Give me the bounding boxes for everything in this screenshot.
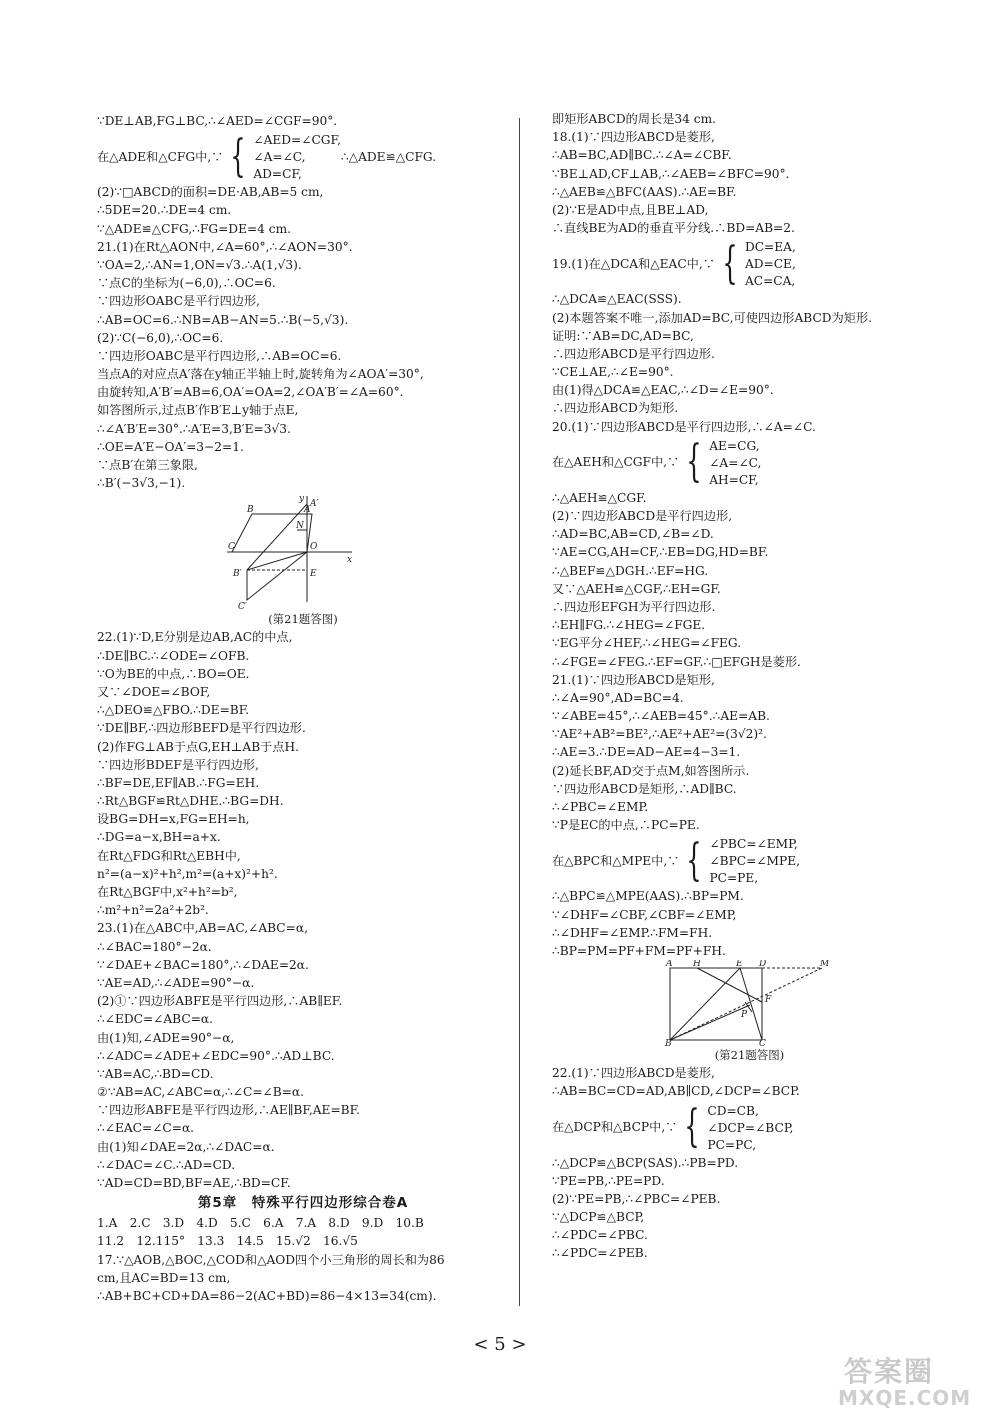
figure-21-coordinate <box>97 492 509 610</box>
text-line: 在Rt△FDG和Rt△EBH中, <box>97 848 241 863</box>
text-line: ∵OA=2,∴AN=1,ON=√3.∴A(1,√3). <box>97 257 302 272</box>
text-line: 由旋转知,A′B′=AB=6,OA′=OA=2,∠OA′B′=∠A=60°. <box>97 385 404 400</box>
text-line: ∴直线BE为AD的垂直平分线.∴BD=AB=2. <box>552 221 795 236</box>
label-C: C <box>759 1039 766 1047</box>
system-lines <box>707 1102 793 1153</box>
answer-line: 1.A 2.C 3.D 4.D 5.C 6.A 7.A 8.D 9.D 10.B <box>97 1216 424 1231</box>
system-line: ∠BPC=∠MPE, <box>709 854 801 869</box>
text-line: 由(1)知∠DAE=2α,∴∠DAC=α. <box>97 1139 275 1154</box>
label-H: H <box>693 960 701 970</box>
text-line: 又∵△AEH≌△CGF,∴EH=GF. <box>552 581 721 596</box>
text-line: ∴AE=3.∴DE=AD−AE=4−3=1. <box>552 745 741 760</box>
text-line: ∵AE²+AB²=BE²,∴AE²+AE²=(3√2)². <box>552 727 767 742</box>
text-line: ∵O为BE的中点,∴BO=OE. <box>97 666 250 681</box>
text-line: ∵点C的坐标为(−6,0),∴OC=6. <box>97 276 276 291</box>
text-line: ∵△DCP≌△BCP, <box>552 1210 645 1225</box>
text-line: n²=(a−x)²+h²,m²=(a+x)²+h². <box>97 866 278 881</box>
text-line: ∴BP=PM=PF+FM=PF+FH. <box>552 943 726 958</box>
left-brace-glyph: { <box>684 1101 701 1152</box>
text-line: ∵∠DAE+∠BAC=180°,∴∠DAE=2α. <box>97 957 309 972</box>
label-E: E <box>310 569 317 580</box>
right-column <box>552 110 947 1263</box>
system-line: AC=CA, <box>744 274 796 289</box>
system-lines <box>709 437 761 488</box>
text-line: ∵PE=PB,∴PE=PD. <box>552 1173 665 1188</box>
text-line: ∵BE⊥AD,CF⊥AB,∴∠AEB=∠BFC=90°. <box>552 166 790 181</box>
system-lines <box>709 835 800 886</box>
text-line: ∴AB=BC,AD∥BC.∴∠A=∠CBF. <box>552 148 732 163</box>
text-line: 即矩形ABCD的周长是34 cm. <box>552 112 717 126</box>
text-line: 如答图所示,过点B′作B′E⊥y轴于点E, <box>97 403 299 418</box>
label-C-prime: C′ <box>238 602 247 611</box>
system-prefix: 19.(1)在△DCA和△EAC中,∵ <box>552 256 715 271</box>
label-A: A <box>304 505 311 516</box>
left-brace-glyph: { <box>230 130 247 182</box>
text-line: ∴△DCA≌△EAC(SSS). <box>552 292 682 307</box>
text-line: ∴∠EAC=∠C=α. <box>97 1121 195 1136</box>
text-line: 证明:∵AB=DC,AD=BC, <box>552 328 694 343</box>
text-line: ∵P是EC的中点,∴PC=PE. <box>552 818 700 833</box>
text-line: ∴四边形ABCD为矩形. <box>552 401 679 416</box>
figure-21-svg <box>97 492 509 610</box>
label-B-prime: B′ <box>233 569 242 580</box>
system-line: AE=CG, <box>709 438 760 453</box>
left-column <box>97 112 509 1305</box>
equation-system <box>552 1102 947 1153</box>
text-line: ∵EG平分∠HEF,∴∠HEG=∠FEG. <box>552 636 742 651</box>
label-A: A <box>666 960 673 970</box>
text-line: ∴5DE=20.∴DE=4 cm. <box>97 203 232 218</box>
text-line: ∵四边形ABFE是平行四边形,∴AE∥BF,AE=BF. <box>97 1103 361 1118</box>
text-line: ∴∠EDC=∠ABC=α. <box>97 1012 214 1027</box>
system-line: ∠AED=∠CGF, <box>253 133 341 148</box>
text-line: ∴OE=A′E−OA′=3−2=1. <box>97 439 244 454</box>
system-prefix: 在△BPC和△MPE中,∵ <box>552 853 680 868</box>
text-line: 21.(1)在Rt△AON中,∠A=60°,∴∠AON=30°. <box>97 239 353 254</box>
text-line: (2)①∵四边形ABFE是平行四边形,∴AB∥EF. <box>97 994 343 1009</box>
text-line: (2)∵□ABCD的面积=DE·AB,AB=5 cm, <box>97 185 324 200</box>
text-line: ∴DG=a−x,BH=a+x. <box>97 830 221 845</box>
text-line: ∵四边形BDEF是平行四边形, <box>97 757 259 772</box>
text-line: 设BG=DH=x,FG=EH=h, <box>97 812 250 827</box>
system-line: PC=PE, <box>709 871 759 886</box>
text-line: ∴∠PBC=∠EMP. <box>552 800 649 814</box>
label-F: F <box>765 995 772 1006</box>
label-A-prime: A′ <box>310 499 319 510</box>
text-line: ∴△DEO≌△FBO.∴DE=BF. <box>97 703 250 718</box>
label-M: M <box>820 960 830 970</box>
system-lines <box>253 131 341 182</box>
system-lines <box>745 238 796 289</box>
text-line: ∵△ADE≌△CFG,∴FG=DE=4 cm. <box>97 221 292 236</box>
system-line: CD=CB, <box>707 1103 759 1118</box>
left-brace-glyph: { <box>686 834 703 886</box>
text-line: ②∵AB=AC,∠ABC=α,∴∠C=∠B=α. <box>97 1085 305 1100</box>
equation-system <box>552 437 947 488</box>
system-line: ∠PBC=∠EMP, <box>709 837 798 852</box>
text-line: ∵四边形OABC是平行四边形,∴AB=OC=6. <box>97 348 342 363</box>
system-line: AD=CE, <box>744 257 796 272</box>
text-line: ∵AE=AD,∴∠ADE=90°−α. <box>97 975 255 990</box>
watermark-text: 答案圈 <box>844 1355 935 1388</box>
text-line: ∵DE⊥AB,FG⊥BC,∴∠AED=∠CGF=90°. <box>97 114 338 128</box>
left-brace-glyph: { <box>686 436 702 488</box>
system-line: ∠A=∠C, <box>709 455 762 470</box>
label-C: C <box>228 542 235 553</box>
text-line: ∴∠PDC=∠PEB. <box>552 1246 648 1261</box>
text-line: (2)∵E是AD中点,且BE⊥AD, <box>552 202 709 217</box>
text-line: ∴四边形EFGH为平行四边形. <box>552 599 716 614</box>
text-line: ∴∠BAC=180°−2α. <box>97 939 212 954</box>
text-line: ∴∠A=90°,AD=BC=4. <box>552 690 684 705</box>
text-line: ∴BF=DE,EF∥AB.∴FG=EH. <box>97 775 260 790</box>
text-line: ∴△BPC≌△MPE(AAS).∴BP=PM. <box>552 889 744 904</box>
text-line: ∴∠DHF=∠EMP.∴FM=FH. <box>552 925 713 940</box>
text-line: ∴△BEF≌△DGH.∴EF=HG. <box>552 563 709 578</box>
text-line: ∴∠FGE=∠FEG.∴EF=GF.∴□EFGH是菱形. <box>552 654 801 669</box>
label-B: B <box>247 505 254 516</box>
equation-system <box>552 835 947 886</box>
system-line: AD=CF, <box>253 167 302 182</box>
text-line: ∴EH∥FG.∴∠HEG=∠FGE. <box>552 618 706 633</box>
system-line: ∠DCP=∠BCP, <box>707 1120 794 1135</box>
text-line: 22.(1)∵D,E分别是边AB,AC的中点, <box>97 630 293 645</box>
chapter-heading: 第5章 特殊平行四边形综合卷A <box>197 1195 409 1212</box>
text-line: ∴AB+BC+CD+DA=86−2(AC+BD)=86−4×13=34(cm). <box>97 1288 437 1303</box>
text-line: 18.(1)∵四边形ABCD是菱形, <box>552 130 715 145</box>
text-line: 又∵∠DOE=∠BOF, <box>97 684 211 699</box>
label-P: P <box>741 1010 748 1021</box>
text-line: 22.(1)∵四边形ABCD是菱形, <box>552 1066 715 1081</box>
text-line: ∴AB=OC=6.∴NB=AB−AN=5.∴B(−5,√3). <box>97 312 349 327</box>
text-line: 20.(1)∵四边形ABCD是平行四边形,∴∠A=∠C. <box>552 419 816 434</box>
text-line: 23.(1)在△ABC中,AB=AC,∠ABC=α, <box>97 921 308 936</box>
text-line: ∴m²+n²=2a²+2b². <box>97 903 209 918</box>
text-line: ∴△AEB≌△BFC(AAS).∴AE=BF. <box>552 184 737 199</box>
text-line: ∴四边形ABCD是平行四边形. <box>552 346 715 361</box>
equation-system <box>552 238 947 289</box>
system-line: PC=PC, <box>707 1137 757 1152</box>
text-line: ∵点B′在第三象限, <box>97 458 198 472</box>
system-line: ∠A=∠C, <box>253 150 306 165</box>
figure-21b-svg <box>552 960 947 1046</box>
text-line: (2)∵PE=PB,∴∠PBC=∠PEB. <box>552 1191 721 1206</box>
system-prefix: 在△AEH和△CGF中,∵ <box>552 455 680 470</box>
text-line: ∴∠PDC=∠PBC. <box>552 1228 648 1243</box>
label-O: O <box>310 542 318 553</box>
text-line: ∴△DCP≌△BCP(SAS).∴PB=PD. <box>552 1155 739 1170</box>
system-prefix: 在△DCP和△BCP中,∵ <box>552 1119 678 1134</box>
system-prefix: 在△ADE和△CFG中,∵ <box>97 149 224 164</box>
label-N: N <box>296 521 304 532</box>
label-E: E <box>736 960 743 970</box>
text-line: (2)∵C(−6,0),∴OC=6. <box>97 330 224 345</box>
text-line: ∴DE∥BC.∴∠ODE=∠OFB. <box>97 648 250 663</box>
text-line: 由(1)得△DCA≌△EAC,∴∠D=∠E=90°. <box>552 383 774 398</box>
text-line: ∵∠ABE=45°,∴∠AEB=45°.∴AE=AB. <box>552 709 770 724</box>
label-x: x <box>347 555 353 566</box>
text-line: cm,且AC=BD=13 cm, <box>97 1270 231 1285</box>
text-line: (2)延长BF,AD交于点M,如答图所示. <box>552 763 750 778</box>
text-line: ∵CE⊥AE,∴∠E=90°. <box>552 365 674 380</box>
text-line: 在Rt△BGF中,x²+h²=b², <box>97 885 238 899</box>
text-line: ∵四边形ABCD是矩形,∴AD∥BC. <box>552 781 737 796</box>
text-line: ∴△AEH≌△CGF. <box>552 490 647 505</box>
text-line: ∴Rt△BGF≌Rt△DHE.∴BG=DH. <box>97 794 284 809</box>
text-line: (2)作FG⊥AB于点G,EH⊥AB于点H. <box>97 739 300 754</box>
text-line: 21.(1)∵四边形ABCD是矩形, <box>552 672 715 687</box>
text-line: 由(1)知,∠ADE=90°−α, <box>97 1030 235 1045</box>
text-line: ∴B′(−3√3,−1). <box>97 476 186 491</box>
page-number: < 5 > <box>473 1334 527 1355</box>
label-y: y <box>299 494 305 505</box>
watermark-domain: MXQE.COM <box>838 1386 972 1410</box>
text-line: 当点A的对应点A′落在y轴正半轴上时,旋转角为∠AOA′=30°, <box>97 367 424 382</box>
left-brace-glyph: { <box>722 237 738 289</box>
text-line: ∵AD=CD=BD,BF=AE,∴BD=CF. <box>97 1176 291 1190</box>
column-divider <box>519 118 520 1306</box>
system-line: AH=CF, <box>709 472 759 487</box>
label-D: D <box>759 960 767 970</box>
watermark-logo <box>818 1350 978 1412</box>
text-line: ∴∠DAC=∠C.∴AD=CD. <box>97 1157 236 1172</box>
equation-system <box>97 131 509 182</box>
label-B: B <box>665 1039 672 1047</box>
text-line: ∴∠A′B′E=30°.∴A′E=3,B′E=3√3. <box>97 421 291 436</box>
figure-21-rectangle <box>552 960 947 1046</box>
text-line: 17.∵△AOB,△BOC,△COD和△AOD四个小三角形的周长和为86 <box>97 1252 445 1267</box>
text-line: ∵AB=AC,∴BD=CD. <box>97 1066 214 1081</box>
text-line: (2)∵四边形ABCD是平行四边形, <box>552 509 733 523</box>
text-line: ∴AD=BC,AB=CD,∠B=∠D. <box>552 527 714 542</box>
text-line: ∵∠DHF=∠CBF,∠CBF=∠EMP, <box>552 907 737 922</box>
figure-caption: (第21题答图) <box>714 1048 785 1063</box>
text-line: ∵四边形OABC是平行四边形, <box>97 294 261 309</box>
figure-caption: (第21题答图) <box>268 612 338 627</box>
text-line: ∵AE=CG,AH=CF,∴EB=DG,HD=BF. <box>552 545 769 560</box>
text-line: ∴AB=BC=CD=AD,AB∥CD,∠DCP=∠BCP. <box>552 1084 800 1099</box>
text-line: (2)本题答案不唯一,添加AD=BC,可使四边形ABCD为矩形. <box>552 310 873 325</box>
system-line: DC=EA, <box>744 240 796 255</box>
answer-line: 11.2 12.115° 13.3 14.5 15.√2 16.√5 <box>97 1234 358 1249</box>
text-line: ∴∠ADC=∠ADE+∠EDC=90°.∴AD⊥BC. <box>97 1048 335 1063</box>
text-line: ∵DE∥BF,∴四边形BEFD是平行四边形. <box>97 721 306 736</box>
system-suffix: ∴△ADE≌△CFG. <box>340 149 437 164</box>
